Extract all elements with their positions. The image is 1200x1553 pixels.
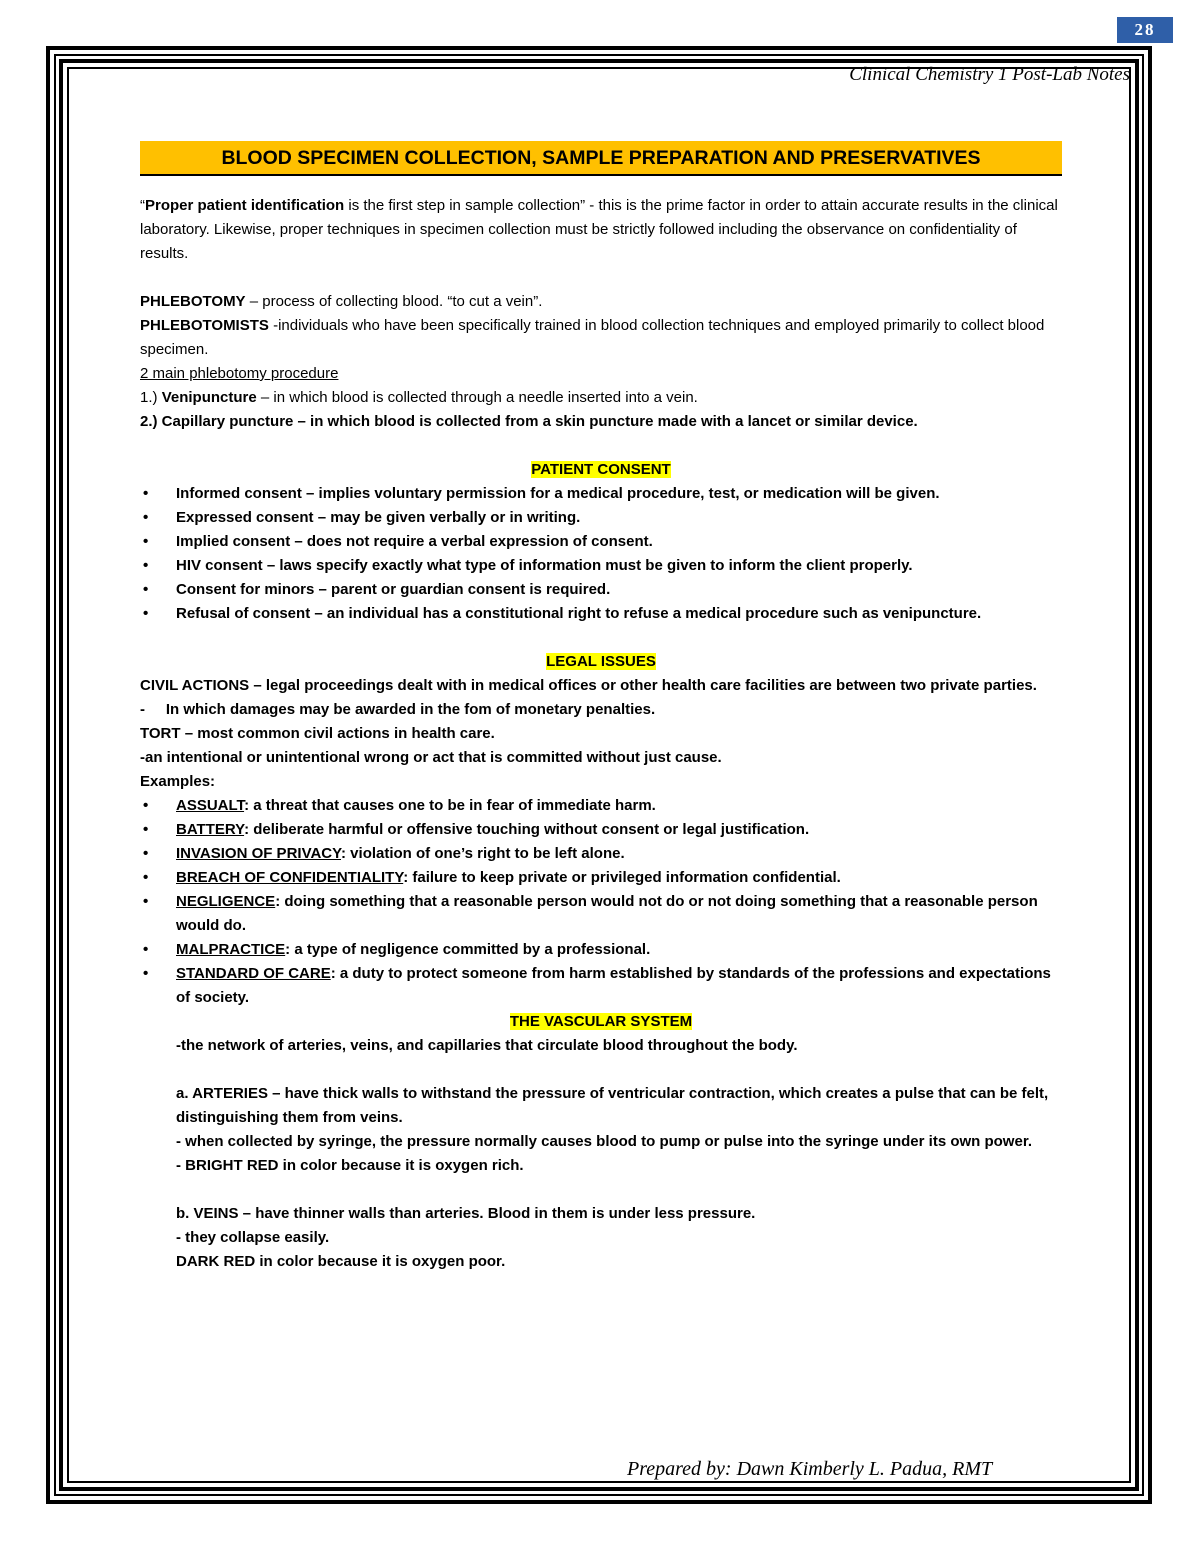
list-item: • Implied consent – does not require a verbal expression of consent. [140,530,1062,554]
list-item: • Informed consent – implies voluntary permission for a medical procedure, test, or medication will be given. [140,482,1062,506]
phlebotomists-def: -individuals who have been specifically trained in blood collection techniques and employed primarily to collect blood specimen. [140,317,1045,358]
list-item [140,866,1062,890]
example-def: : deliberate harmful or offensive touching without consent or legal justification. [244,821,810,838]
example-term: INVASION OF PRIVACY [176,845,342,862]
procedure-1-num: 1.) [140,389,162,406]
procedure-1 [140,386,1062,410]
legal-section [140,674,1062,1010]
consent-list [140,482,1062,626]
examples-label: Examples: [140,773,216,790]
consent-heading-text: PATIENT CONSENT [531,461,671,478]
vascular-section [140,1034,1062,1274]
veins: b. VEINS – have thinner walls than arteries. Blood in them is under less pressure. [176,1205,756,1222]
veins-collapse: - they collapse easily. [176,1229,330,1246]
intro-text: is the first step in sample collection” - this is the prime factor in order to attain accurate results in the clinical laboratory. Likewise, proper techniques in specimen collection must be strictly followed including the observance on confidentiality of results. [140,197,1058,262]
phlebotomy-definition [140,290,1062,314]
arteries-syringe: - when collected by syringe, the pressure normally causes blood to pump or pulse into the syringe under its own power. [176,1133,1032,1150]
intro-bold: Proper patient identification [145,197,345,214]
list-item [140,962,1062,1010]
phlebotomists-term: PHLEBOTOMISTS [140,317,269,334]
prepared-by-footer: Prepared by: Dawn Kimberly L. Padua, RMT [627,1458,993,1480]
list-item [140,938,1062,962]
vascular-heading-text: THE VASCULAR SYSTEM [509,1013,693,1030]
example-def: : a type of negligence committed by a professional. [285,941,651,958]
list-item [140,818,1062,842]
example-term: BREACH OF CONFIDENTIALITY [176,869,404,886]
arteries-color: - BRIGHT RED in color because it is oxygen rich. [176,1157,524,1174]
example-def: : doing something that a reasonable person would not do or not doing something that a reasonable person would do. [176,893,1038,934]
procedure-1-term: Venipuncture [161,389,257,406]
running-header: Clinical Chemistry 1 Post-Lab Notes [849,64,1130,85]
arteries: a. ARTERIES – have thick walls to withstand the pressure of ventricular contraction, which creates a pulse that can be felt, distinguishing them from veins. [176,1085,1049,1126]
example-def: : a duty to protect someone from harm established by standards of the professions and expectations of society. [176,965,1051,1006]
example-term: STANDARD OF CARE [176,965,331,982]
document-title: BLOOD SPECIMEN COLLECTION, SAMPLE PREPARATION AND PRESERVATIVES [140,141,1062,176]
list-item [140,842,1062,866]
legal-heading-text: LEGAL ISSUES [546,653,656,670]
list-item: • Consent for minors – parent or guardian consent is required. [140,578,1062,602]
list-item [140,794,1062,818]
example-term: ASSUALT [176,797,245,814]
procedure-2: 2.) Capillary puncture – in which blood is collected from a skin puncture made with a lancet or similar device. [140,413,918,430]
list-item [140,890,1062,938]
document-body [140,194,1062,1274]
page-number: 28 [1117,17,1173,43]
examples-list [140,794,1062,1010]
example-term: BATTERY [176,821,245,838]
list-item: • Expressed consent – may be given verbally or in writing. [140,506,1062,530]
tort-definition: -an intentional or unintentional wrong or act that is committed without just cause. [140,749,722,766]
example-def: : violation of one’s right to be left alone. [341,845,625,862]
list-item: • Refusal of consent – an individual has a constitutional right to refuse a medical procedure such as venipuncture. [140,602,1062,626]
example-def: : a threat that causes one to be in fear of immediate harm. [244,797,656,814]
phlebotomy-term: PHLEBOTOMY [140,293,246,310]
vascular-heading [140,1010,1062,1034]
example-term: MALPRACTICE [176,941,286,958]
intro-paragraph [140,194,1062,266]
phlebotomy-def: – process of collecting blood. “to cut a vein”. [245,293,543,310]
intro-quote: “ [140,197,145,214]
example-term: NEGLIGENCE [176,893,276,910]
legal-heading [140,650,1062,674]
civil-actions: CIVIL ACTIONS – legal proceedings dealt with in medical offices or other health care facilities are between two private parties. [140,677,1037,694]
damages: - In which damages may be awarded in the fom of monetary penalties. [140,701,656,718]
vascular-definition: -the network of arteries, veins, and capillaries that circulate blood throughout the body. [176,1037,798,1054]
phlebotomists-definition [140,314,1062,362]
example-def: : failure to keep private or privileged information confidential. [403,869,841,886]
tort: TORT – most common civil actions in health care. [140,725,495,742]
veins-color: DARK RED in color because it is oxygen poor. [176,1253,506,1270]
procedure-1-def: – in which blood is collected through a needle inserted into a vein. [256,389,698,406]
consent-heading [140,458,1062,482]
procedures-heading: 2 main phlebotomy procedure [140,365,339,382]
list-item: • HIV consent – laws specify exactly what type of information must be given to inform the client properly. [140,554,1062,578]
